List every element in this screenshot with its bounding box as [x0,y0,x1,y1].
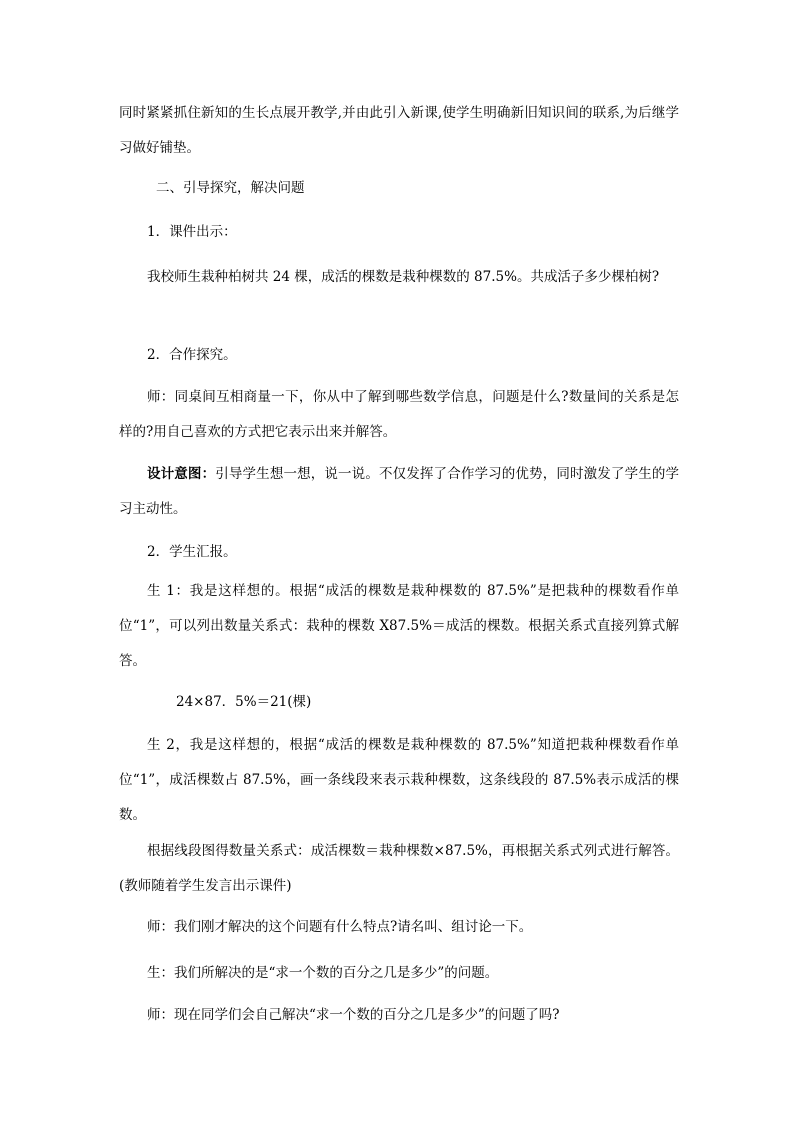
teacher-prompt: 师：同桌间互相商量一下，你从中了解到哪些数学信息，问题是什么?数量间的关系是怎样的?用自己喜欢的方式把它表示出来并解答。 [119,389,679,440]
step-1-heading: 1．课件出示： [147,224,237,240]
design-intent-text: 引导学生想一想，说一说。不仅发挥了合作学习的优势，同时激发了学生的学习主动性。 [119,466,680,517]
teacher-followup: 师：现在同学们会自己解决“求一个数的百分之几是多少”的问题了吗? [147,1007,560,1023]
student-2-answer: 生 2，我是这样想的，根据“成活的棵数是栽种棵数的 87.5%”知道把栽种棵数看作单位“1”，成活棵数占 87.5%，画一条线段来表示栽种棵数，这条线段的 87.5%表示成活的棵数。 [119,737,679,823]
design-intent-label: 设计意图： [147,466,216,482]
design-intent-paragraph [119,457,679,527]
student-1-answer: 生 1：我是这样想的。根据“成活的棵数是栽种棵数的 87.5%”是把栽种的棵数看作单位“1”，可以列出数量关系式：栽种的棵数 X87.5%＝成活的棵数。根据关系式直接列算式解答。 [119,583,679,669]
section-heading: 二、引导探究，解决问题 [156,180,305,196]
paragraph-intro-continuation: 同时紧紧抓住新知的生长点展开教学,并由此引入新课,使学生明确新旧知识间的联系,为后继学习做好铺垫。 [119,105,679,156]
student-summary: 生：我们所解决的是“求一个数的百分之几是多少”的问题。 [147,965,499,981]
step-2-heading: 2．合作探究。 [147,347,237,363]
teacher-question: 师：我们刚才解决的这个问题有什么特点?请名叫、组讨论一下。 [147,919,533,935]
line-diagram-relation: 根据线段图得数量关系式：成活棵数＝栽种棵数×87.5%，再根据关系式列式进行解答。(教师随着学生发言出示课件) [119,843,679,894]
problem-statement: 我校师生栽种柏树共 24 棵，成活的棵数是栽种棵数的 87.5%。共成活子多少棵柏树? [147,269,660,285]
formula-line: 24×87．5%＝21(棵) [176,694,312,710]
step-3-heading: 2．学生汇报。 [147,544,237,560]
